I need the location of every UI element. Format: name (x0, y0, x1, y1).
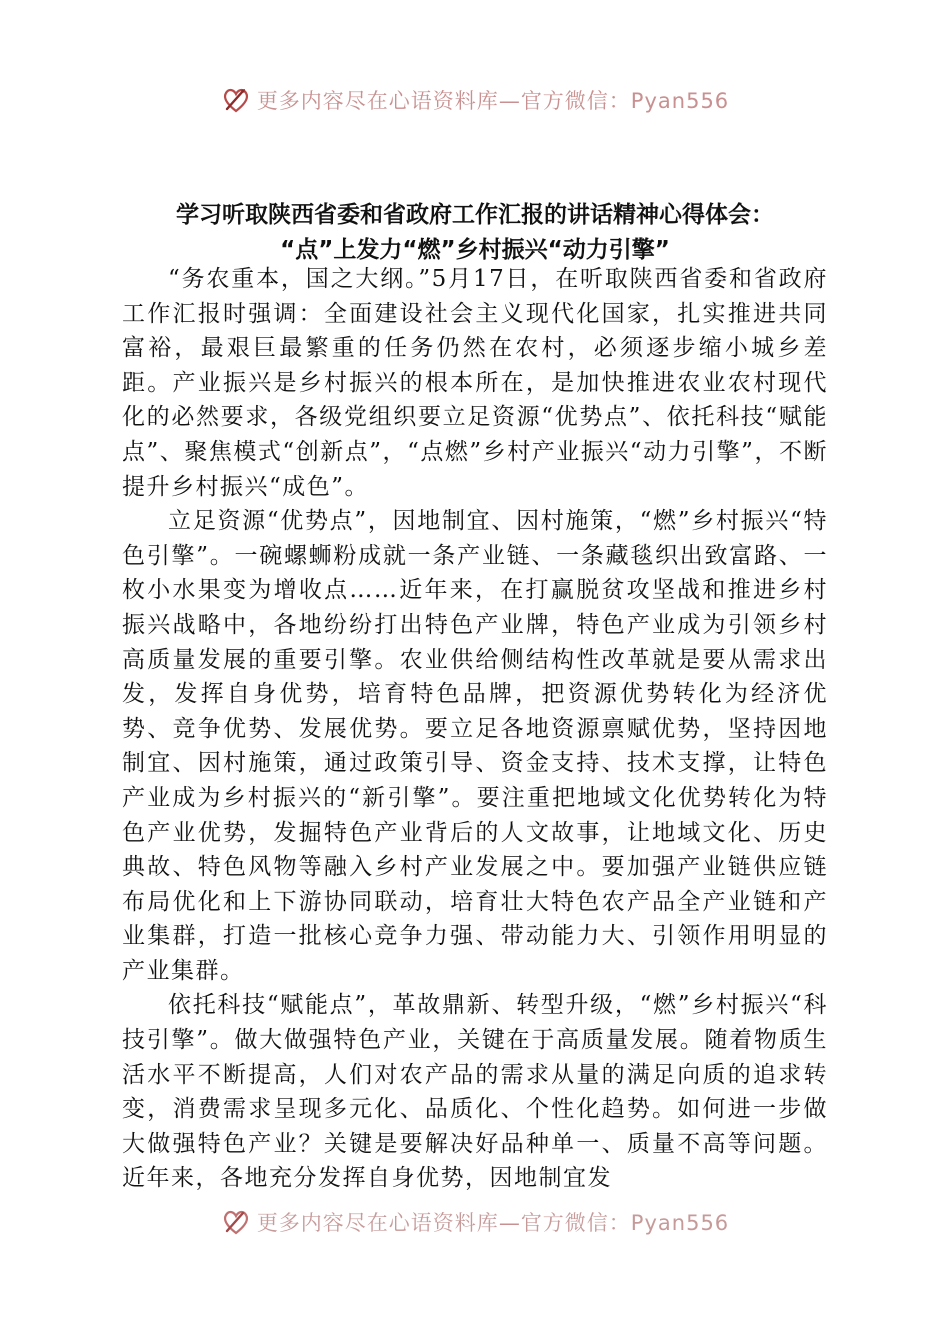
watermark-dash: — (498, 89, 521, 113)
watermark-brand: 更多内容尽在心语资料库 (256, 89, 499, 113)
watermark-content (221, 85, 729, 115)
paragraph-1: “务农重本，国之大纲。”5月17日，在听取陕西省委和省政府工作汇报时强调：全面建设社会主义现代化国家，扎实推进共同富裕，最艰巨最繁重的任务仍然在农村，必须逐步缩小城乡差距。产业振兴是乡村振兴的根本所在，是加快推进农业农村现代化的必然要求，各级党组织要立足资源“优势点”、依托科技“赋能点”、聚焦模式“创新点”，“点燃”乡村产业振兴“动力引擎”，不断提升乡村振兴“成色”。 (122, 266, 828, 500)
watermark-content-bottom (221, 1207, 729, 1237)
document-title-line2: “点”上发力“燃”乡村振兴“动力引擎” (280, 237, 670, 263)
watermark-wechat: 官方微信：Pyan556 (520, 89, 730, 113)
document-title-line1: 学习听取陕西省委和省政府工作汇报的讲话精神心得体会： (176, 202, 774, 228)
watermark-banner-top (0, 80, 950, 120)
watermark-wechat-bottom: 官方微信：Pyan556 (520, 1211, 730, 1235)
document-body (122, 262, 828, 1196)
watermark-text (257, 85, 729, 115)
watermark-text-bottom (257, 1207, 729, 1237)
watermark-brand-bottom: 更多内容尽在心语资料库 (256, 1211, 499, 1235)
watermark-dash-bottom: — (498, 1211, 521, 1235)
pen-heart-logo-icon (221, 1207, 251, 1237)
pen-heart-logo-icon (221, 85, 251, 115)
paragraph-2: 立足资源“优势点”，因地制宜、因村施策，“燃”乡村振兴“特色引擎”。一碗螺蛳粉成就一条产业链、一条藏毯织出致富路、一枚小水果变为增收点……近年来，在打赢脱贫攻坚战和推进乡村振兴战略中，各地纷纷打出特色产业牌，特色产业成为引领乡村高质量发展的重要引擎。农业供给侧结构性改革就是要从需求出发，发挥自身优势，培育特色品牌，把资源优势转化为经济优势、竞争优势、发展优势。要立足各地资源禀赋优势，坚持因地制宜、因村施策，通过政策引导、资金支持、技术支撑，让特色产业成为乡村振兴的“新引擎”。要注重把地域文化优势转化为特色产业优势，发掘特色产业背后的人文故事，让地域文化、历史典故、特色风物等融入乡村产业发展之中。要加强产业链供应链布局优化和上下游协同联动，培育壮大特色农产品全产业链和产业集群，打造一批核心竞争力强、带动能力大、引领作用明显的产业集群。 (122, 508, 828, 984)
paragraph-3: 依托科技“赋能点”，革故鼎新、转型升级，“燃”乡村振兴“科技引擎”。做大做强特色产业，关键在于高质量发展。随着物质生活水平不断提高，人们对农产品的需求从量的满足向质的追求转变，消费需求呈现多元化、品质化、个性化趋势。如何进一步做大做强特色产业？关键是要解决好品种单一、质量不高等问题。近年来，各地充分发挥自身优势，因地制宜发 (122, 992, 828, 1192)
watermark-banner-bottom (0, 1202, 950, 1242)
